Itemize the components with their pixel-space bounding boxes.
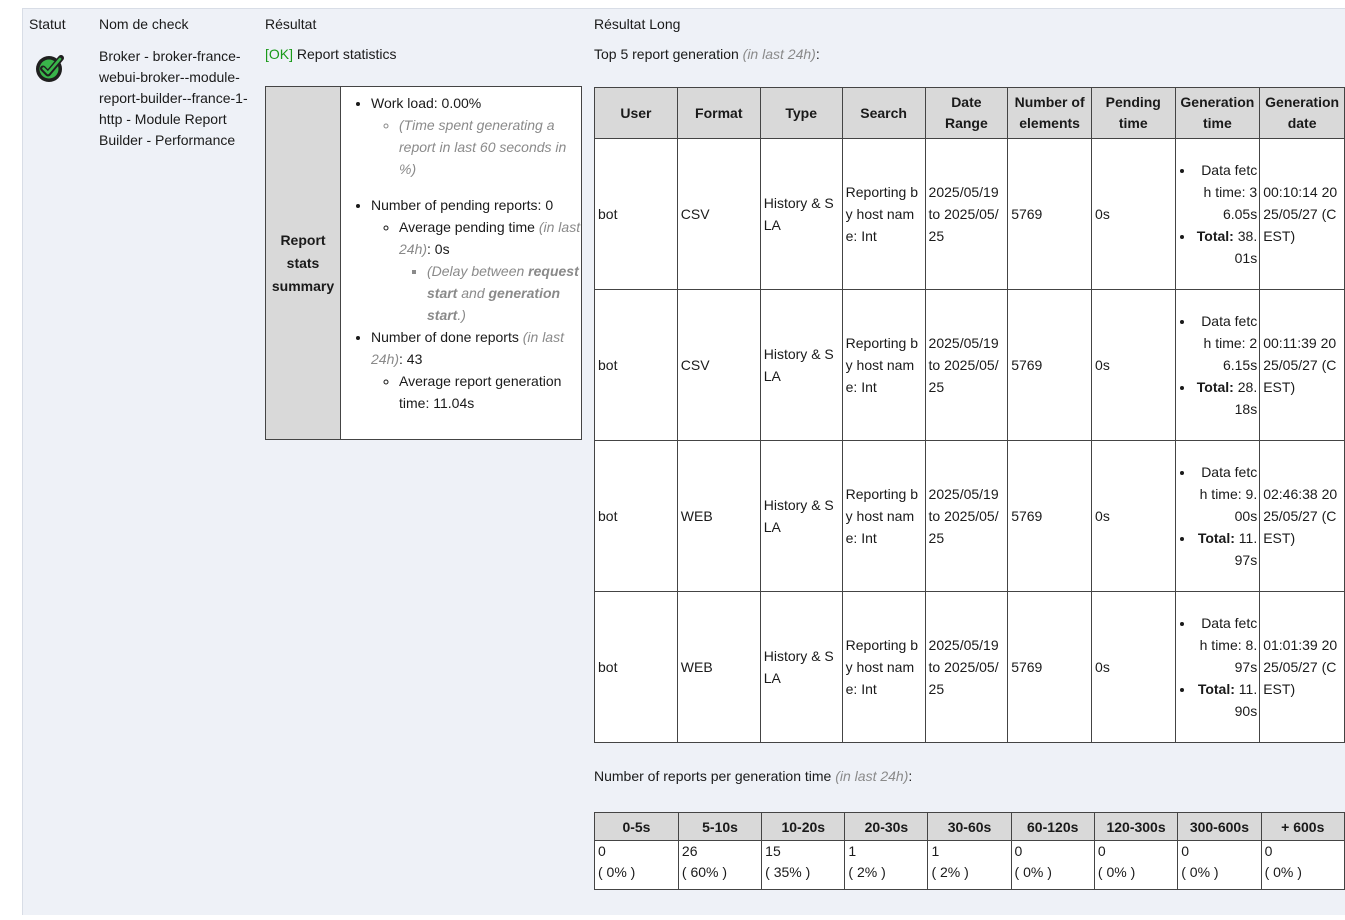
per-gen-table — [594, 812, 1345, 890]
data-fetch-time: • Data fetch time: 26.15s — [1195, 310, 1258, 376]
bucket-count: 0 — [1264, 843, 1273, 859]
top5-report-table — [594, 87, 1345, 743]
pending-item: • Number of pending reports: 0 ◦ Average pending time (in last 24h): 0s ▪ (Delay between request start and generation start.) — [371, 194, 581, 326]
cell-user: bot — [595, 290, 678, 441]
bucket-count: 26 — [681, 843, 698, 859]
data-fetch-time: • Data fetch time: 9.00s — [1195, 461, 1258, 527]
top5-column-header: Type — [760, 88, 842, 139]
bucket-count: 0 — [1097, 843, 1106, 859]
bucket-cell — [1178, 841, 1261, 890]
bucket-header: 0-5s — [595, 813, 679, 841]
bucket-header: 60-120s — [1011, 813, 1094, 841]
bucket-cell — [928, 841, 1011, 890]
bucket-count: 0 — [1181, 843, 1190, 859]
data-fetch-time: • Data fetch time: 8.97s — [1195, 612, 1258, 678]
bucket-percent: ( 2% ) — [931, 864, 969, 880]
result-summary — [265, 46, 397, 62]
top5-column-header: Number of elements — [1008, 88, 1092, 139]
check-circle-icon — [34, 52, 66, 84]
cell-range: 2025/05/19 to 2025/05/25 — [925, 139, 1008, 290]
cell-generation-date: 01:01:39 2025/05/27 (CEST) — [1260, 592, 1345, 743]
cell-format: WEB — [677, 441, 760, 592]
cell-generation-date: 02:46:38 2025/05/27 (CEST) — [1260, 441, 1345, 592]
cell-range: 2025/05/19 to 2025/05/25 — [925, 592, 1008, 743]
cell-format: CSV — [677, 290, 760, 441]
cell-elements: 5769 — [1008, 139, 1092, 290]
cell-format: CSV — [677, 139, 760, 290]
bucket-percent: ( 35% ) — [765, 864, 811, 880]
cell-user: bot — [595, 139, 678, 290]
cell-pending: 0s — [1092, 139, 1175, 290]
bucket-header: + 600s — [1261, 813, 1344, 841]
cell-type: History & SLA — [760, 441, 842, 592]
top5-column-header: Date Range — [925, 88, 1008, 139]
bucket-cell — [1011, 841, 1094, 890]
bucket-cell — [1094, 841, 1177, 890]
cell-type: History & SLA — [760, 139, 842, 290]
cell-generation-time — [1175, 592, 1260, 743]
cell-search: Reporting by host name: Int — [842, 290, 925, 441]
table-row — [595, 290, 1345, 441]
top5-column-header: Format — [677, 88, 760, 139]
bucket-cell — [845, 841, 928, 890]
bucket-percent: ( 0% ) — [598, 864, 636, 880]
bucket-header: 10-20s — [762, 813, 845, 841]
bucket-cell — [678, 841, 761, 890]
bucket-cell — [762, 841, 845, 890]
cell-search: Reporting by host name: Int — [842, 139, 925, 290]
bucket-count: 0 — [1014, 843, 1023, 859]
bucket-cell — [595, 841, 679, 890]
cell-generation-time — [1175, 441, 1260, 592]
header-resultat-long: Résultat Long — [594, 16, 681, 32]
per-gen-title: Number of reports per generation time (in last 24h): — [594, 768, 913, 784]
data-fetch-time: • Data fetch time: 36.05s — [1195, 159, 1258, 225]
cell-elements: 5769 — [1008, 441, 1092, 592]
bucket-header: 300-600s — [1178, 813, 1261, 841]
cell-type: History & SLA — [760, 592, 842, 743]
bucket-percent: ( 0% ) — [1014, 864, 1052, 880]
avg-gen-item: ◦ Average report generation time: 11.04s — [399, 370, 581, 414]
cell-search: Reporting by host name: Int — [842, 441, 925, 592]
cell-range: 2025/05/19 to 2025/05/25 — [925, 441, 1008, 592]
cell-range: 2025/05/19 to 2025/05/25 — [925, 290, 1008, 441]
workload-item: • Work load: 0.00% ◦ (Time spent generating a report in last 60 seconds in %) — [371, 92, 581, 180]
header-statut: Statut — [29, 16, 66, 32]
total-time: • Total: 38.01s — [1195, 225, 1258, 269]
report-stats-summary-table — [265, 86, 582, 440]
cell-elements: 5769 — [1008, 592, 1092, 743]
total-time: • Total: 11.97s — [1195, 527, 1258, 571]
table-row — [595, 441, 1345, 592]
top5-title: Top 5 report generation (in last 24h): — [594, 46, 820, 62]
header-nom-de-check: Nom de check — [99, 16, 189, 32]
cell-user: bot — [595, 441, 678, 592]
summary-body — [341, 87, 582, 440]
bucket-percent: ( 2% ) — [848, 864, 886, 880]
result-text: Report statistics — [293, 46, 397, 62]
cell-pending: 0s — [1092, 290, 1175, 441]
cell-generation-date: 00:10:14 2025/05/27 (CEST) — [1260, 139, 1345, 290]
avg-pending-item: ◦ Average pending time (in last 24h): 0s ▪ (Delay between request start and generation start.) — [399, 216, 581, 326]
cell-search: Reporting by host name: Int — [842, 592, 925, 743]
header-resultat: Résultat — [265, 16, 317, 32]
bucket-percent: ( 0% ) — [1097, 864, 1136, 880]
delay-note: ▪ (Delay between request start and generation start.) — [427, 260, 581, 326]
cell-pending: 0s — [1092, 592, 1175, 743]
top5-column-header: User — [595, 88, 678, 139]
bucket-count: 0 — [598, 843, 606, 859]
bucket-header: 5-10s — [678, 813, 761, 841]
bucket-header: 30-60s — [928, 813, 1011, 841]
total-time: • Total: 11.90s — [1195, 678, 1258, 722]
bucket-percent: ( 60% ) — [681, 864, 728, 880]
done-item: • Number of done reports (in last 24h): 43 ◦ Average report generation time: 11.04s — [371, 326, 581, 414]
bucket-header: 120-300s — [1094, 813, 1177, 841]
cell-pending: 0s — [1092, 441, 1175, 592]
bucket-percent: ( 0% ) — [1181, 864, 1219, 880]
cell-generation-time — [1175, 139, 1260, 290]
bucket-count: 1 — [848, 843, 857, 859]
bucket-percent: ( 0% ) — [1264, 864, 1302, 880]
top5-column-header: Generation date — [1260, 88, 1345, 139]
cell-generation-date: 00:11:39 2025/05/27 (CEST) — [1260, 290, 1345, 441]
top5-column-header: Generation time — [1175, 88, 1260, 139]
cell-generation-time — [1175, 290, 1260, 441]
cell-elements: 5769 — [1008, 290, 1092, 441]
bucket-header: 20-30s — [845, 813, 928, 841]
cell-type: History & SLA — [760, 290, 842, 441]
top5-column-header: Pending time — [1092, 88, 1175, 139]
cell-format: WEB — [677, 592, 760, 743]
table-row — [595, 139, 1345, 290]
total-time: • Total: 28.18s — [1195, 376, 1258, 420]
table-row — [595, 592, 1345, 743]
cell-user: bot — [595, 592, 678, 743]
workload-note: ◦ (Time spent generating a report in last 60 seconds in %) — [399, 114, 581, 180]
check-name: Broker - broker-france-webui-broker--module-report-builder--france-1-http - Module Report Builder - Performance — [99, 48, 248, 148]
bucket-count: 15 — [765, 843, 781, 859]
summary-label: Report stats summary — [266, 87, 341, 440]
bucket-cell — [1261, 841, 1344, 890]
bucket-count: 1 — [931, 843, 940, 859]
result-ok-tag: [OK] — [265, 46, 294, 62]
top5-column-header: Search — [842, 88, 925, 139]
